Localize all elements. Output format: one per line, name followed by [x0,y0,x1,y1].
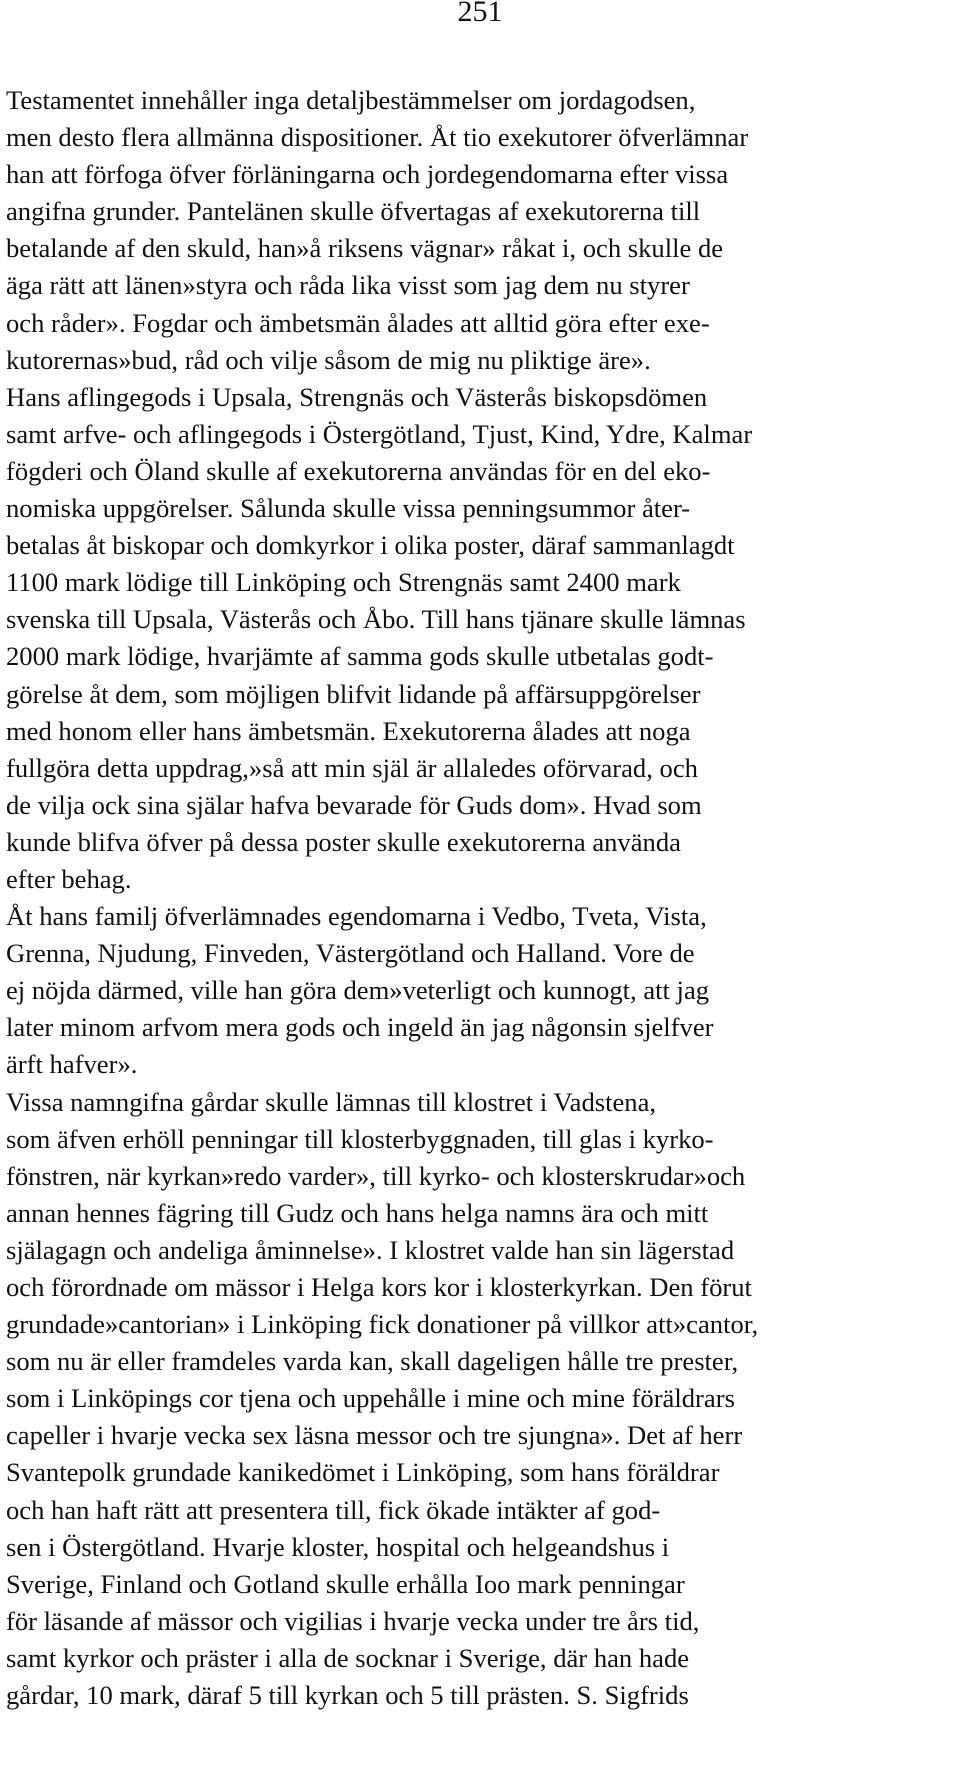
text-line: 1100 mark lödige till Linköping och Strengnäs samt 2400 mark [6,567,681,598]
body-text [6,82,956,1714]
text-line: 2000 mark lödige, hvarjämte af samma gods skulle utbetalas godt- [6,641,714,672]
text-line: gårdar, 10 mark, däraf 5 till kyrkan och 5 till prästen. S. Sigfrids [6,1680,689,1711]
text-line: ej nöjda därmed, ville han göra dem»veterligt och kunnogt, att jag [6,975,710,1006]
text-line: görelse åt dem, som möjligen blifvit lidande på affärsuppgörelser [6,678,701,709]
text-line: betalas åt biskopar och domkyrkor i olika poster, däraf sammanlagdt [6,530,735,561]
text-line: fullgöra detta uppdrag,»så att min själ är allaledes oförvarad, och [6,752,698,783]
text-line: han att förfoga öfver förläningarna och jordegendomarna efter vissa [6,159,729,190]
text-line: Svantepolk grundade kanikedömet i Linköping, som hans föräldrar [6,1457,720,1488]
text-line: och råder». Fogdar och ämbetsmän ålades att alltid göra efter exe- [6,307,710,338]
text-line: Grenna, Njudung, Finveden, Västergötland och Halland. Vore de [6,938,695,969]
text-line: angifna grunder. Pantelänen skulle öfvertagas af exekutorerna till [6,196,701,227]
text-line: och han haft rätt att presentera till, fick ökade intäkter af god- [6,1494,661,1525]
text-line: ärft hafver». [6,1049,138,1080]
page-number: 251 [457,0,503,28]
text-line: sen i Östergötland. Hvarje kloster, hospital och helgeandshus i [6,1531,670,1562]
text-line: samt kyrkor och präster i alla de socknar i Sverige, där han hade [6,1642,690,1673]
text-line: capeller i hvarje vecka sex läsna messor och tre sjungna». Det af herr [6,1420,743,1451]
text-line: med honom eller hans ämbetsmän. Exekutorerna ålades att noga [6,715,691,746]
text-line: Hans aflingegods i Upsala, Strengnäs och Västerås biskopsdömen [6,381,708,412]
text-line: kunde blifva öfver på dessa poster skulle exekutorerna använda [6,826,681,857]
text-line: Åt hans familj öfverlämnades egendomarna i Vedbo, Tveta, Vista, [6,901,707,932]
text-line: själagagn och andeliga åminnelse». I klostret valde han sin lägerstad [6,1234,735,1265]
text-line: annan hennes fägring till Gudz och hans helga namns ära och mitt [6,1197,709,1228]
text-line: Sverige, Finland och Gotland skulle erhålla Ioo mark penningar [6,1568,685,1599]
text-line: för läsande af mässor och vigilias i hvarje vecka under tre års tid, [6,1605,700,1636]
text-line: som äfven erhöll penningar till klosterbyggnaden, till glas i kyrko- [6,1123,714,1154]
text-line: och förordnade om mässor i Helga kors kor i klosterkyrkan. Den förut [6,1272,752,1302]
text-line: betalande af den skuld, han»å riksens vägnar» råkat i, och skulle de [6,233,724,264]
text-line: fönstren, när kyrkan»redo varder», till kyrko- och klosterskrudar»och [6,1160,746,1191]
text-line: efter behag. [6,863,132,894]
text-line: kutorernas»bud, råd och vilje såsom de mig nu pliktige äre». [6,344,651,375]
text-line: Vissa namngifna gårdar skulle lämnas till klostret i Vadstena, [6,1086,657,1117]
text-line: samt arfve- och aflingegods i Östergötland, Tjust, Kind, Ydre, Kalmar [6,418,753,449]
text-line: äga rätt att länen»styra och råda lika visst som jag dem nu styrer [6,270,690,301]
text-line: nomiska uppgörelser. Sålunda skulle vissa penningsummor åter- [6,493,691,524]
text-line: grundade»cantorian» i Linköping fick donationer på villkor att»cantor, [6,1309,759,1340]
text-line: som nu är eller framdeles varda kan, skall dageligen hålle tre prester, [6,1346,739,1377]
text-line: svenska till Upsala, Västerås och Åbo. Till hans tjänare skulle lämnas [6,604,746,635]
text-line: som i Linköpings cor tjena och uppehålle i mine och mine föräldrars [6,1383,735,1414]
text-line: fögderi och Öland skulle af exekutorerna användas för en del eko- [6,455,711,486]
text-line: de vilja ock sina själar hafva bevarade för Guds dom». Hvad som [6,789,702,820]
text-line: Testamentet innehåller inga detaljbestämmelser om jordagodsen, [6,85,696,115]
text-line: later minom arfvom mera gods och ingeld än jag någonsin sjelfver [6,1012,714,1043]
text-line: men desto flera allmänna dispositioner. Åt tio exekutorer öfverlämnar [6,122,749,153]
